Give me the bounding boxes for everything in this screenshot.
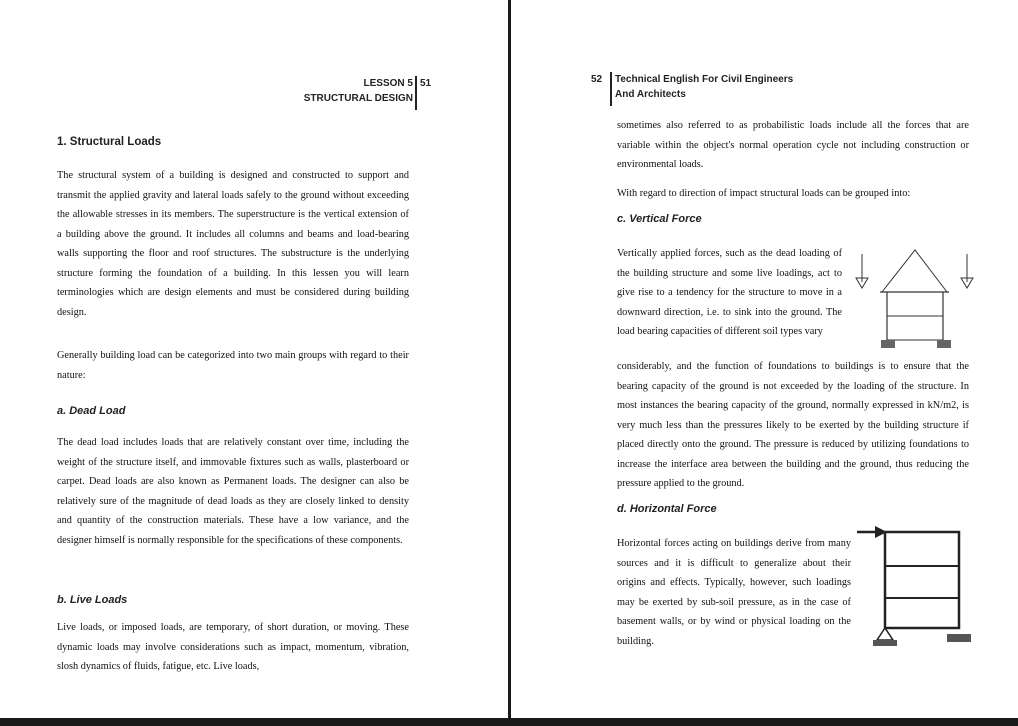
direction-paragraph: With regard to direction of impact structural loads can be grouped into: <box>617 188 911 199</box>
lesson-label: LESSON 5 <box>363 78 413 89</box>
running-header-left <box>213 76 413 106</box>
intro-paragraph: The structural system of a building is designed and constructed to support and transmit the applied gravity and lateral loads safely to the ground without exceeding the allowable stresses in its members. The superstructure is the vertical extension of a building above the ground. It includes all columns and beams and load-bearing walls supporting the floor and roof structures. The substructure is the underlying structure forming the foundation of a building. In this lessen you will learn terminologies which are design elements and must be considered during building design. <box>57 170 409 318</box>
dead-load-heading: a. Dead Load <box>57 405 126 417</box>
page-number: 52 <box>591 74 603 85</box>
horizontal-force-heading: d. Horizontal Force <box>617 503 717 515</box>
header-divider <box>415 76 417 110</box>
continuation-paragraph: sometimes also referred to as probabilistic loads include all the forces that are variable within the object's normal operation cycle not including construction or environmental loads. <box>617 120 969 170</box>
vertical-force-paragraph-wrap: Vertically applied forces, such as the dead loading of the building structure and some live loadings, act to give rise to a tendency for the structure to move in a downward direction, i.e. to sink into the ground. The load bearing capacities of different soil types vary <box>617 248 842 337</box>
live-load-heading: b. Live Loads <box>57 594 128 606</box>
right-page <box>511 0 1018 726</box>
lesson-title: STRUCTURAL DESIGN <box>303 93 413 104</box>
header-divider <box>610 72 612 106</box>
page-number: 51 <box>420 78 432 89</box>
vertical-force-heading: c. Vertical Force <box>617 213 702 225</box>
vertical-force-diagram <box>847 244 981 356</box>
vertical-force-paragraph: considerably, and the function of foundations to buildings is to ensure that the bearing capacity of the ground is not exceeded by the loading of the structure. In most instances the bearing capacity of the ground, normally expressed in kN/m2, is very much less than the pressures likely to be exerted by the building structure if placed directly onto the ground. The pressure is reduced by utilizing foundations to increase the interface area between the building and the ground, thus reducing the pressure applied to the ground. <box>617 361 969 489</box>
live-load-paragraph: Live loads, or imposed loads, are temporary, of short duration, or moving. These dynamic loads may involve considerations such as impact, momentum, vibration, slosh dynamics of fluids, fatigue, etc. Live loads, <box>57 622 409 672</box>
section-heading: 1. Structural Loads <box>57 136 162 148</box>
horizontal-force-paragraph: Horizontal forces acting on buildings derive from many sources and it is difficult to generalize about their origins and effects. Typically, however, such loadings may be exerted by sub-soil pressure, as in the case of basement walls, or by wind or physical loading on the building. <box>617 538 851 647</box>
horizontal-force-diagram <box>855 524 971 652</box>
page-bottom-edge <box>0 718 1018 726</box>
groups-paragraph: Generally building load can be categorized into two main groups with regard to their nature: <box>57 350 409 381</box>
running-header-right: Technical English For Civil Engineers And Architects <box>615 74 794 100</box>
dead-load-paragraph: The dead load includes loads that are relatively constant over time, including the weight of the structure itself, and immovable fixtures such as walls, plasterboard or carpet. Dead loads are also known as Permanent loads. The designer can also be relatively sure of the magnitude of dead loads as they are closely linked to density and quantity of the construction materials. These have a low variance, and the designer himself is normally responsible for the specifications of these components. <box>57 437 409 546</box>
